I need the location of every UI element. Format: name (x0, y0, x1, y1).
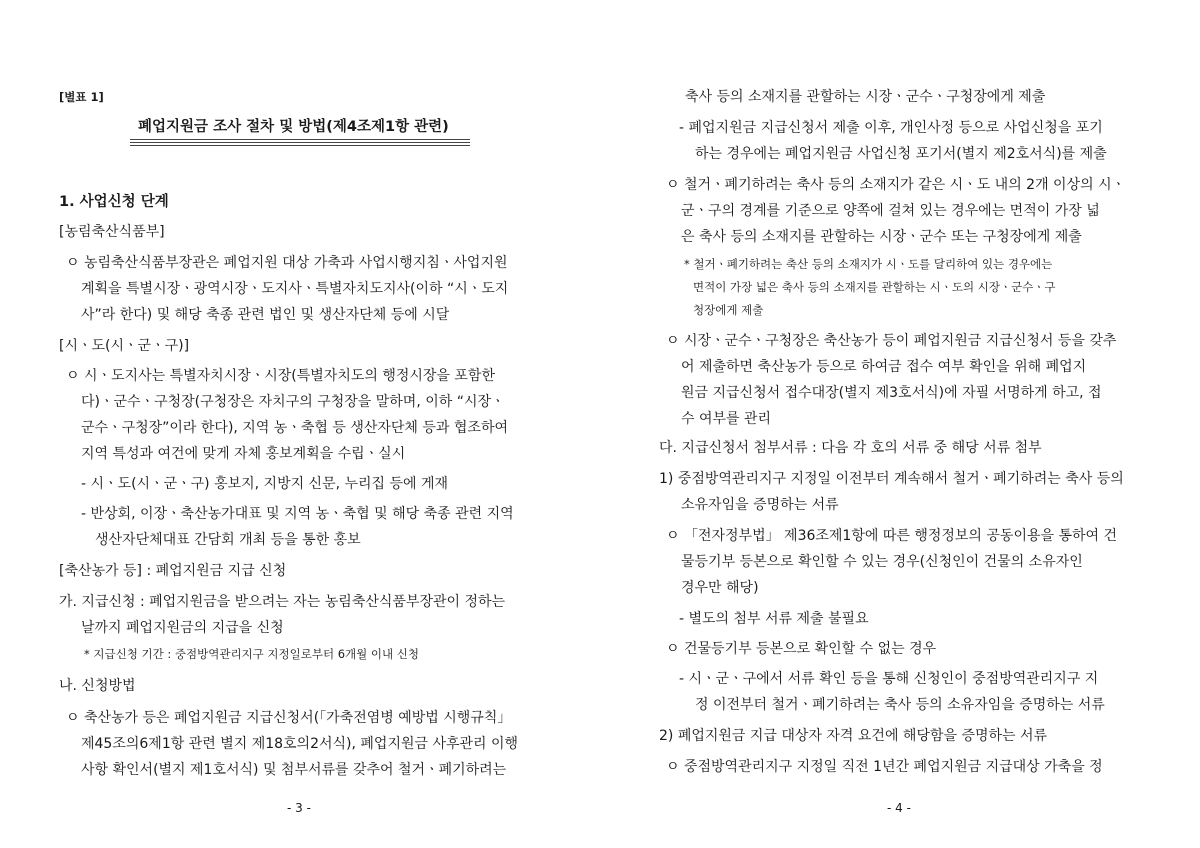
page-number: - 4 - (887, 801, 911, 815)
dash-item: - 반상회, 이장ㆍ축산농가대표 및 지역 농ㆍ축협 및 해당 축종 관련 지역 (81, 506, 514, 522)
subsection-ga: 가. 지급신청 : 폐업지원금을 받으려는 자는 농림축산식품부장관이 정하는 (59, 594, 506, 610)
paragraph-line: 은 축사 등의 소재지를 관할하는 시장ㆍ군수 또는 구청장에게 제출 (681, 229, 1082, 245)
footnote: 청장에게 제출 (693, 303, 764, 317)
title-underline-1 (130, 139, 470, 140)
paragraph-line: 사”라 한다) 및 해당 축종 관련 법인 및 생산자단체 등에 시달 (81, 307, 450, 323)
paragraph-line: ㅇ 「전자정부법」 제36조제1항에 따른 행정정보의 공동이용을 통하여 건 (666, 528, 1118, 544)
title-underline-2 (130, 142, 470, 143)
paragraph-line: 지역 특성과 여건에 맞게 자체 홍보계획을 수립ㆍ실시 (81, 446, 406, 462)
paragraph-line: 물등기부 등본으로 확인할 수 있는 경우(신청인이 건물의 소유자인 (681, 554, 1083, 570)
paragraph-line: 사항 확인서(별지 제1호서식) 및 첨부서류를 갖추어 철거ㆍ폐기하려는 (81, 762, 507, 778)
farm-heading: [축산농가 등] : 폐업지원금 지급 신청 (59, 563, 287, 579)
ministry-heading: [농림축산식품부] (59, 224, 165, 240)
footnote: * 철거ㆍ폐기하려는 축산 등의 소재지가 시ㆍ도를 달리하여 있는 경우에는 (684, 257, 1053, 271)
table-tag: [별표 1] (59, 90, 104, 104)
dash-item: 생산자단체대표 간담회 개최 등을 통한 홍보 (95, 532, 361, 548)
title-underline-3 (130, 145, 470, 146)
paragraph-line: ㅇ 시ㆍ도지사는 특별자치시장ㆍ시장(특별자치도의 행정시장을 포함한 (66, 368, 495, 384)
numbered-item: 2) 폐업지원금 지급 대상자 자격 요건에 해당함을 증명하는 서류 (659, 728, 1048, 744)
dash-item: - 별도의 첨부 서류 제출 불필요 (679, 611, 869, 627)
paragraph-line: 축사 등의 소재지를 관할하는 시장ㆍ군수ㆍ구청장에게 제출 (685, 89, 1046, 105)
paragraph-line: 제45조의6제1항 관련 별지 제18호의2서식), 폐업지원금 사후관리 이행 (81, 736, 519, 752)
subsection-ga: 날까지 폐업지원금의 지급을 신청 (81, 620, 284, 636)
paragraph-line: ㅇ 시장ㆍ군수ㆍ구청장은 축산농가 등이 폐업지원금 지급신청서 등을 갖추 (666, 333, 1117, 349)
paragraph-line: 원금 지급신청서 접수대장(별지 제3호서식)에 자필 서명하게 하고, 접 (681, 385, 1102, 401)
paragraph-line: 군ㆍ구의 경계를 기준으로 양쪽에 걸쳐 있는 경우에는 면적이 가장 넓 (681, 203, 1100, 219)
dash-item: - 시ㆍ군ㆍ구에서 서류 확인 등을 통해 신청인이 중점방역관리지구 지 (679, 671, 1099, 687)
page-title: 폐업지원금 조사 절차 및 방법(제4조제1항 관련) (138, 119, 449, 135)
paragraph-line: ㅇ 축산농가 등은 폐업지원금 지급신청서(「가축전염병 예방법 시행규칙」 (66, 710, 512, 726)
paragraph-line: 계획을 특별시장ㆍ광역시장ㆍ도지사ㆍ특별자치도지사(이하 “시ㆍ도지 (81, 281, 509, 297)
paragraph-line: 군수ㆍ구청장”이라 한다), 지역 농ㆍ축협 등 생산자단체 등과 협조하여 (81, 420, 508, 436)
subsection-da: 다. 지급신청서 첨부서류 : 다음 각 호의 서류 중 해당 서류 첨부 (659, 440, 1042, 456)
dash-item: - 폐업지원금 지급신청서 제출 이후, 개인사정 등으로 사업신청을 포기 (679, 120, 1103, 136)
subsection-na: 나. 신청방법 (59, 678, 136, 694)
paragraph-line: ㅇ 철거ㆍ폐기하려는 축사 등의 소재지가 같은 시ㆍ도 내의 2개 이상의 시ㆍ (666, 177, 1126, 193)
paragraph-line: 수 여부를 관리 (681, 411, 772, 427)
section-heading: 1. 사업신청 단계 (59, 194, 169, 210)
footnote: 면적이 가장 넓은 축사 등의 소재지를 관할하는 시ㆍ도의 시장ㆍ군수ㆍ구 (693, 280, 1056, 294)
paragraph-line: 다)ㆍ군수ㆍ구청장(구청장은 자치구의 구청장을 말하며, 이하 “시장ㆍ (81, 394, 505, 410)
paragraph-line: 어 제출하면 축산농가 등으로 하여금 접수 여부 확인을 위해 폐업지 (681, 359, 1087, 375)
numbered-item: 소유자임을 증명하는 서류 (681, 497, 839, 513)
page-number: - 3 - (287, 801, 311, 815)
dash-item: - 시ㆍ도(시ㆍ군ㆍ구) 홍보지, 지방지 신문, 누리집 등에 게재 (81, 476, 449, 492)
dash-item: 하는 경우에는 폐업지원금 사업신청 포기서(별지 제2호서식)를 제출 (695, 146, 1107, 162)
sido-heading: [시ㆍ도(시ㆍ군ㆍ구)] (59, 338, 190, 354)
paragraph-line: ㅇ 농림축산식품부장관은 폐업지원 대상 가축과 사업시행지침ㆍ사업지원 (66, 255, 508, 271)
numbered-item: 1) 중점방역관리지구 지정일 이전부터 계속해서 철거ㆍ폐기하려는 축사 등의 (659, 471, 1124, 487)
right-page (600, 0, 1200, 848)
paragraph-line: ㅇ 중점방역관리지구 지정일 직전 1년간 폐업지원금 지급대상 가축을 정 (666, 759, 1103, 775)
paragraph-line: ㅇ 건물등기부 등본으로 확인할 수 없는 경우 (666, 641, 937, 657)
dash-item: 정 이전부터 철거ㆍ폐기하려는 축사 등의 소유자임을 증명하는 서류 (695, 697, 1105, 713)
paragraph-line: 경우만 해당) (681, 580, 759, 596)
footnote: * 지급신청 기간 : 중점방역관리지구 지정일로부터 6개월 이내 신청 (84, 647, 420, 661)
